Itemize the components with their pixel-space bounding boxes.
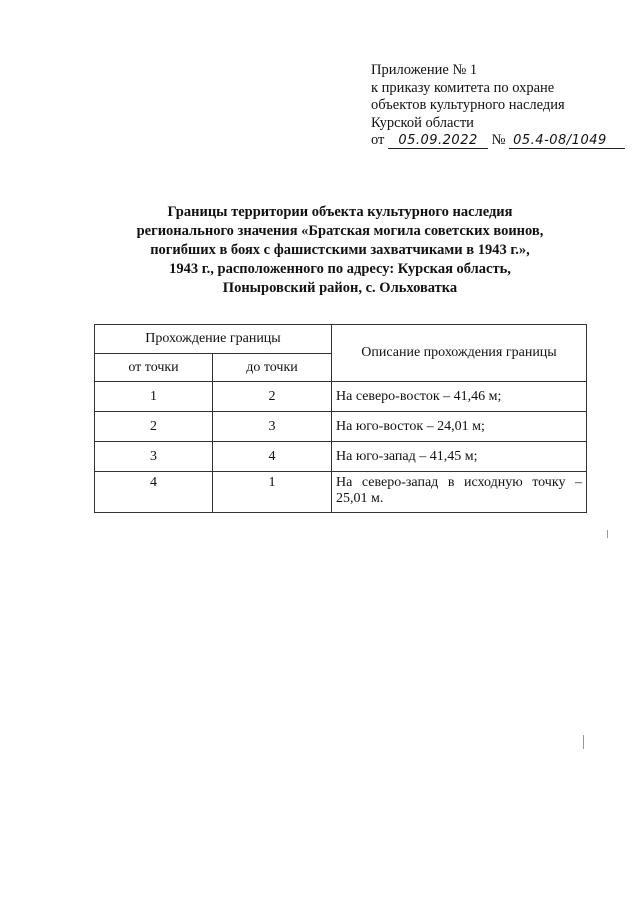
table-row	[95, 472, 587, 513]
title-line-2: регионального значения «Братская могила советских воинов,	[136, 223, 544, 239]
document-title	[100, 203, 580, 298]
cell-to: 1	[213, 472, 332, 513]
table-row	[95, 382, 587, 412]
cell-to: 3	[213, 412, 332, 442]
cell-from: 2	[95, 412, 213, 442]
number-label: №	[491, 132, 506, 148]
table-row	[95, 442, 587, 472]
appendix-committee-line: объектов культурного наследия	[371, 97, 565, 113]
header-description: Описание прохождения границы	[332, 325, 587, 382]
title-line-1: Границы территории объекта культурного наследия	[167, 204, 513, 220]
title-line-4: 1943 г., расположенного по адресу: Курская область,	[169, 261, 511, 277]
cell-to: 2	[213, 382, 332, 412]
table-row	[95, 412, 587, 442]
handwritten-number: 05.4-08/1049	[509, 134, 625, 149]
header-to: до точки	[213, 354, 332, 382]
cell-from: 4	[95, 472, 213, 513]
scan-speck	[583, 735, 584, 749]
title-line-5: Поныровский район, с. Ольховатка	[222, 280, 458, 296]
cell-from: 3	[95, 442, 213, 472]
appendix-block	[371, 62, 633, 150]
title-line-3: погибших в боях с фашистскими захватчиками в 1943 г.»,	[150, 242, 530, 258]
cell-description: На юго-восток – 24,01 м;	[332, 412, 587, 442]
header-passage: Прохождение границы	[95, 325, 332, 354]
appendix-order-line: к приказу комитета по охране	[371, 79, 555, 96]
appendix-date-number-line	[371, 132, 633, 150]
cell-description: На северо-восток – 41,46 м;	[332, 382, 587, 412]
scan-speck	[607, 530, 608, 538]
cell-description: На северо-запад в исходную точку – 25,01 м.	[332, 472, 587, 513]
cell-from: 1	[95, 382, 213, 412]
header-from: от точки	[95, 354, 213, 382]
boundary-table	[94, 324, 587, 513]
cell-description: На юго-запад – 41,45 м;	[332, 442, 587, 472]
cell-to: 4	[213, 442, 332, 472]
appendix-title: Приложение № 1	[371, 62, 478, 78]
from-label: от	[371, 132, 385, 148]
handwritten-date: 05.09.2022	[388, 134, 488, 149]
appendix-region-line: Курской области	[371, 114, 474, 131]
